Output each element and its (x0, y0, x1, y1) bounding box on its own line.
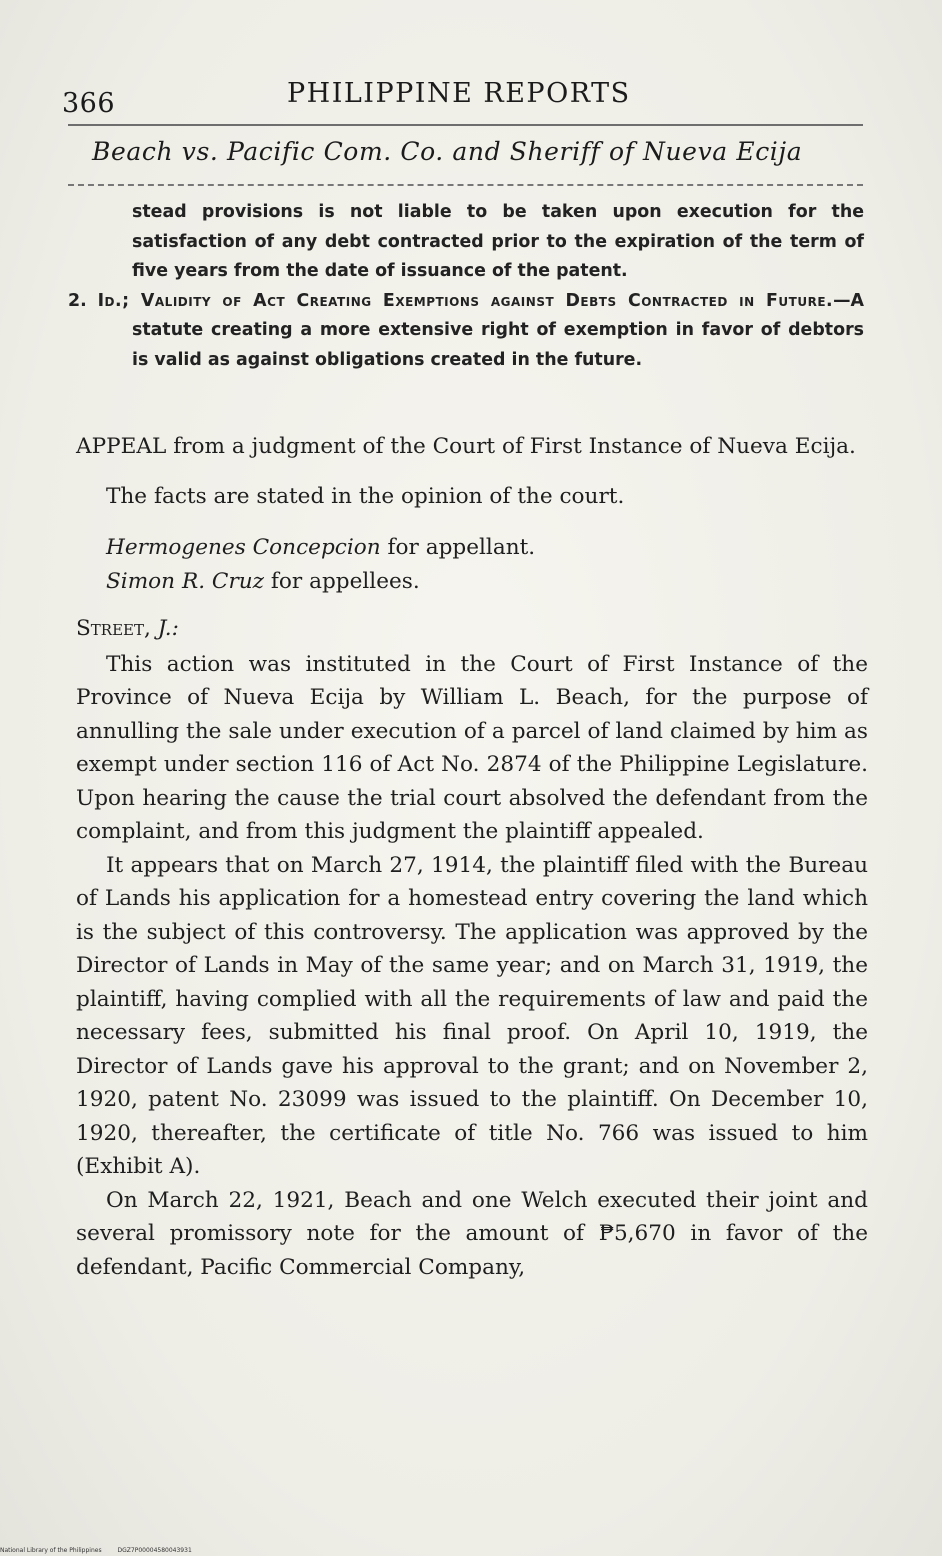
counsel-appellant (76, 531, 868, 565)
appeal-line: APPEAL from a judgment of the Court of First Instance of Nueva Ecija. (76, 434, 856, 459)
counsel-appellant-role: for appellant. (380, 535, 536, 560)
counsel-appellees-name: Simon R. Cruz (106, 568, 265, 594)
footer-library: National Library of the Philippines (0, 1547, 102, 1554)
judge-suffix: J.: (157, 616, 179, 641)
page-number: 366 (62, 88, 116, 119)
syllabus-item-text: —A statute creating a more extensive right of exemption in favor of debtors is valid as against obligations created in the future. (132, 290, 864, 370)
syllabus-continuation: stead provisions is not liable to be taken upon execution for the satisfaction of any debt contracted prior to the expiration of the term of five years from the date of issuance of the patent. (132, 202, 864, 281)
opinion-paragraph: This action was instituted in the Court of First Instance of the Province of Nueva Ecija by William L. Beach, for the purpose of annulling the sale under execution of a parcel of land claimed by him as exempt under section 116 of Act No. 2874 of the Philippine Legislature. Upon hearing the cause the trial court absolved the defendant from the complaint, and from this judgment the plaintiff appealed. (76, 651, 868, 844)
syllabus (68, 198, 864, 375)
opinion-paragraph: It appears that on March 27, 1914, the plaintiff filed with the Bureau of Lands his application for a homestead entry covering the land which is the subject of this controversy. The application was approved by the Director of Lands in May of the same year; and on March 31, 1919, the plaintiff, having complied with all the requirements of law and paid the necessary fees, submitted his final proof. On April 10, 1919, the Director of Lands gave his approval to the grant; and on November 2, 1920, patent No. 23099 was issued to the plaintiff. On December 10, 1920, thereafter, the certificate of title No. 766 was issued to him (Exhibit A). (76, 852, 868, 1179)
counsel-block (76, 531, 868, 598)
counsel-appellees-role: for appellees. (264, 568, 420, 594)
facts-line: The facts are stated in the opinion of the court. (106, 483, 625, 509)
syllabus-item-heading: Id.; Validity of Act Creating Exemptions against Debts Contracted in Future. (97, 290, 834, 311)
scan-footer (0, 1547, 206, 1554)
counsel-appellant-name: Hermogenes Concepcion (106, 535, 381, 560)
running-title: PHILIPPINE REPORTS (287, 78, 631, 109)
syllabus-item-number: 2. (68, 290, 87, 311)
counsel-appellees (76, 565, 868, 599)
page-header (62, 78, 862, 118)
judge-name: Street, (76, 616, 158, 641)
header-rule (68, 124, 863, 126)
case-title: Beach vs. Pacific Com. Co. and Sheriff of Nueva Ecija (92, 137, 803, 166)
judge-line (76, 612, 868, 646)
footer-identifier: DGZ7P00004580043931 (117, 1547, 192, 1554)
case-title-rule (68, 184, 863, 186)
opinion-paragraph: On March 22, 1921, Beach and one Welch executed their joint and several promissory note for the amount of ₱5,670 in favor of the defendant, Pacific Commercial Company, (76, 1187, 868, 1280)
opinion-body (76, 430, 868, 1284)
syllabus-item-2 (68, 287, 864, 376)
